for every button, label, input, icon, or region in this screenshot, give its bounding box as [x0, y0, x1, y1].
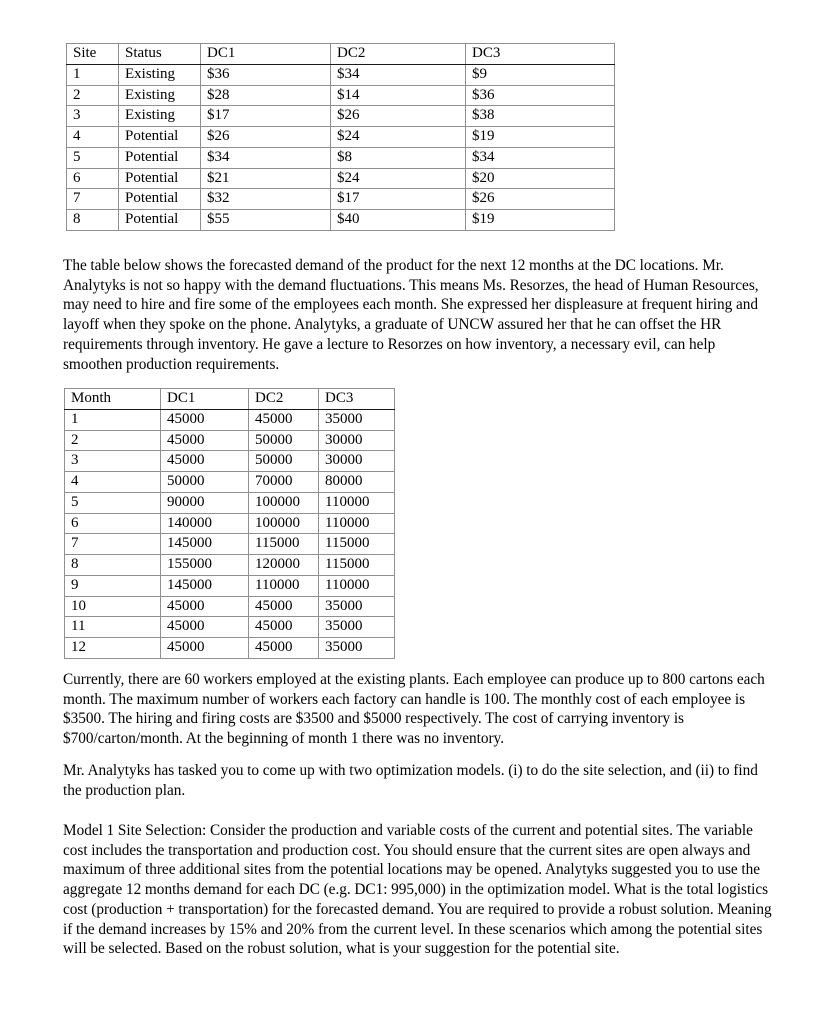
table-header-row [65, 389, 395, 410]
cell-dc1: 145000 [161, 575, 249, 596]
cell-status: Potential [119, 168, 201, 189]
table-row [65, 409, 395, 430]
table-row [67, 189, 615, 210]
cell-month: 2 [65, 430, 161, 451]
cell-dc2: $24 [331, 127, 466, 148]
cell-dc1: 45000 [161, 638, 249, 659]
cell-dc3: 110000 [319, 492, 395, 513]
monthly-demand-table [64, 388, 395, 659]
column-header-dc2: DC2 [331, 44, 466, 65]
cell-dc1: 45000 [161, 617, 249, 638]
paragraph-text: Currently, there are 60 workers employed at the existing plants. Each employee can produce up to 800 cartons each month. The maximum number of workers each factory can handle is 100. The monthly cost of each employee is $3500. The hiring and firing costs are $3500 and $5000 respectively. The cost of carrying inventory is $700/carton/month. At the beginning of month 1 there was no inventory. [63, 671, 765, 748]
column-header-dc2: DC2 [249, 389, 319, 410]
cell-dc3: $34 [466, 147, 615, 168]
table-row [65, 472, 395, 493]
column-header-dc1: DC1 [161, 389, 249, 410]
paragraph-text: Mr. Analytyks has tasked you to come up with two optimization models. (i) to do the site selection, and (ii) to find the production plan. [63, 762, 758, 799]
table-row [65, 596, 395, 617]
cell-dc2: $17 [331, 189, 466, 210]
cell-dc1: 45000 [161, 409, 249, 430]
cell-month: 5 [65, 492, 161, 513]
cell-site: 4 [67, 127, 119, 148]
paragraph-text: Model 1 Site Selection: Consider the production and variable costs of the current and potential sites. The variable cost includes the transportation and production cost. You should ensure that the current sites are open always and maximum of three additional sites from the potential locations may be opened. Analytyks suggested you to use the aggregate 12 months demand for each DC (e.g. DC1: 995,000) in the optimization model. What is the total logistics cost (production + transportation) for the forecasted demand. You are required to provide a robust solution. Meaning if the demand increases by 15% and 20% from the current level. In these scenarios which among the potential sites will be selected. Based on the robust solution, what is your suggestion for the potential site. [63, 822, 772, 958]
table-row [67, 85, 615, 106]
cell-dc1: 45000 [161, 430, 249, 451]
paragraph-model-1-site-selection [63, 821, 775, 959]
cell-dc3: 35000 [319, 596, 395, 617]
cell-dc2: 70000 [249, 472, 319, 493]
cell-site: 1 [67, 64, 119, 85]
cell-dc3: 115000 [319, 555, 395, 576]
cell-site: 6 [67, 168, 119, 189]
column-header-month: Month [65, 389, 161, 410]
cell-dc3: $38 [466, 106, 615, 127]
table-row [65, 492, 395, 513]
table-row [67, 64, 615, 85]
paragraph-two-optimization-models [63, 761, 770, 800]
cell-dc3: $19 [466, 210, 615, 231]
cell-dc2: 115000 [249, 534, 319, 555]
table-row [65, 513, 395, 534]
cell-dc1: 140000 [161, 513, 249, 534]
column-header-dc1: DC1 [201, 44, 331, 65]
cell-dc2: 50000 [249, 430, 319, 451]
cell-status: Potential [119, 127, 201, 148]
paragraph-forecasted-demand [63, 256, 775, 374]
cell-status: Potential [119, 189, 201, 210]
paragraph-text: The table below shows the forecasted demand of the product for the next 12 months at the DC locations. Mr. Analytyks is not so happy with the demand fluctuations. This means Ms. Resorzes, the head of Human Resources, may need to hire and fire some of the employees each month. She expressed her displeasure at frequent hiring and layoff when they spoke on the phone. Analytyks, a graduate of UNCW assured her that he can offset the HR requirements through inventory. He gave a lecture to Resorzes on how inventory, a necessary evil, can help smoothen production requirements. [63, 257, 759, 373]
cell-dc1: 50000 [161, 472, 249, 493]
cell-dc2: 50000 [249, 451, 319, 472]
site-cost-table-body [67, 44, 615, 231]
column-header-site: Site [67, 44, 119, 65]
cell-dc2: $40 [331, 210, 466, 231]
cell-dc1: $34 [201, 147, 331, 168]
table-row [67, 106, 615, 127]
cell-dc1: $26 [201, 127, 331, 148]
cell-dc3: 30000 [319, 451, 395, 472]
table-header-row [67, 44, 615, 65]
cell-month: 4 [65, 472, 161, 493]
demand-table-body [65, 389, 395, 659]
cell-dc3: 80000 [319, 472, 395, 493]
cell-dc1: 90000 [161, 492, 249, 513]
cell-month: 11 [65, 617, 161, 638]
table-row [67, 147, 615, 168]
cell-dc2: 100000 [249, 492, 319, 513]
table-row [65, 638, 395, 659]
cell-dc2: $8 [331, 147, 466, 168]
cell-dc2: 45000 [249, 638, 319, 659]
cell-dc3: 110000 [319, 513, 395, 534]
paragraph-workforce-costs [63, 670, 770, 749]
cell-month: 9 [65, 575, 161, 596]
cell-site: 5 [67, 147, 119, 168]
cell-status: Potential [119, 147, 201, 168]
cell-dc2: $34 [331, 64, 466, 85]
cell-dc2: 100000 [249, 513, 319, 534]
site-transportation-cost-table [66, 43, 615, 231]
cell-dc1: 145000 [161, 534, 249, 555]
cell-dc3: $36 [466, 85, 615, 106]
cell-month: 3 [65, 451, 161, 472]
cell-dc2: $14 [331, 85, 466, 106]
cell-dc3: 35000 [319, 409, 395, 430]
cell-month: 10 [65, 596, 161, 617]
cell-dc3: $19 [466, 127, 615, 148]
cell-dc3: 35000 [319, 617, 395, 638]
cell-dc1: 155000 [161, 555, 249, 576]
cell-month: 12 [65, 638, 161, 659]
cell-dc1: 45000 [161, 596, 249, 617]
cell-dc3: $20 [466, 168, 615, 189]
cell-dc3: 110000 [319, 575, 395, 596]
cell-dc3: 30000 [319, 430, 395, 451]
cell-dc2: 120000 [249, 555, 319, 576]
cell-dc2: 110000 [249, 575, 319, 596]
cell-dc3: $26 [466, 189, 615, 210]
cell-status: Existing [119, 64, 201, 85]
cell-site: 8 [67, 210, 119, 231]
table-row [65, 575, 395, 596]
cell-dc1: $55 [201, 210, 331, 231]
column-header-dc3: DC3 [466, 44, 615, 65]
table-row [67, 127, 615, 148]
table-row [65, 534, 395, 555]
cell-dc1: $36 [201, 64, 331, 85]
cell-status: Potential [119, 210, 201, 231]
cell-status: Existing [119, 85, 201, 106]
table-row [67, 168, 615, 189]
cell-dc1: $21 [201, 168, 331, 189]
cell-dc3: 35000 [319, 638, 395, 659]
cell-site: 7 [67, 189, 119, 210]
cell-dc3: 115000 [319, 534, 395, 555]
cell-dc1: $28 [201, 85, 331, 106]
cell-dc2: 45000 [249, 409, 319, 430]
cell-month: 1 [65, 409, 161, 430]
cell-dc1: $32 [201, 189, 331, 210]
cell-dc2: 45000 [249, 596, 319, 617]
cell-site: 2 [67, 85, 119, 106]
cell-dc2: $26 [331, 106, 466, 127]
table-row [65, 617, 395, 638]
column-header-dc3: DC3 [319, 389, 395, 410]
table-row [65, 430, 395, 451]
cell-dc1: 45000 [161, 451, 249, 472]
table-row [65, 451, 395, 472]
cell-dc2: $24 [331, 168, 466, 189]
table-row [65, 555, 395, 576]
cell-dc2: 45000 [249, 617, 319, 638]
cell-month: 6 [65, 513, 161, 534]
cell-dc1: $17 [201, 106, 331, 127]
cell-status: Existing [119, 106, 201, 127]
cell-month: 8 [65, 555, 161, 576]
column-header-status: Status [119, 44, 201, 65]
cell-dc3: $9 [466, 64, 615, 85]
cell-month: 7 [65, 534, 161, 555]
cell-site: 3 [67, 106, 119, 127]
table-row [67, 210, 615, 231]
